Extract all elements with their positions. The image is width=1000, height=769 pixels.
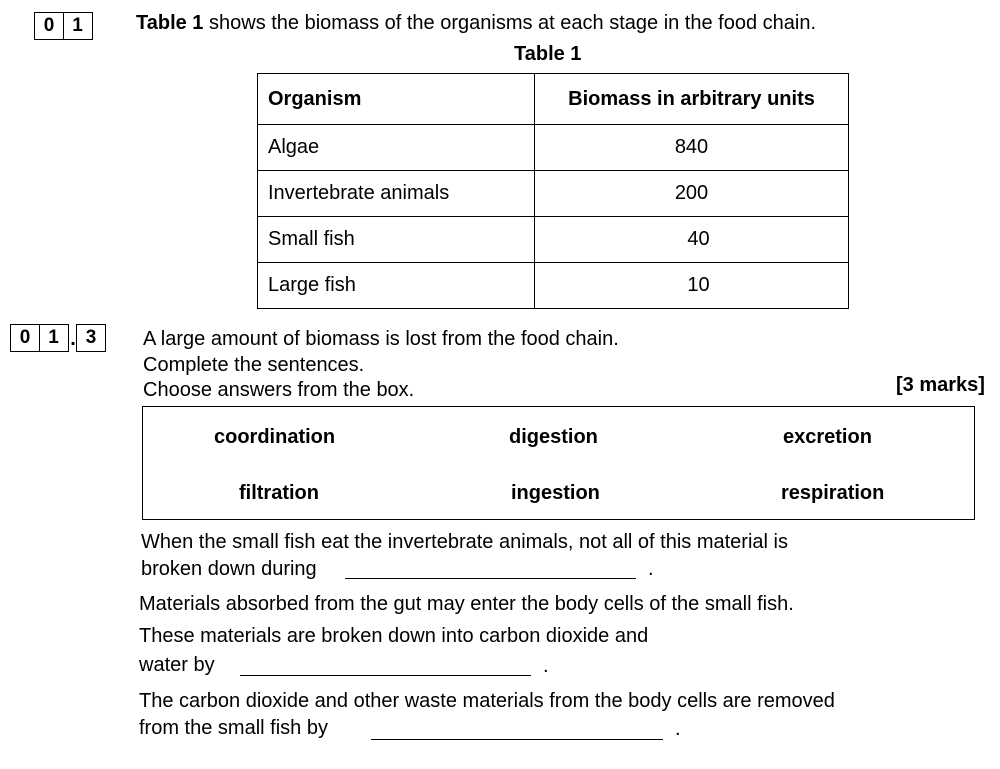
sentence-end: . xyxy=(648,558,654,580)
organism-cell: Algae xyxy=(258,125,535,171)
table-row xyxy=(258,125,849,171)
answer-option: coordination xyxy=(214,426,336,448)
answer-blank-1[interactable] xyxy=(345,578,636,579)
biomass-cell: 200 xyxy=(535,171,849,217)
sentence-text: These materials are broken down into carbon dioxide and xyxy=(139,625,649,647)
table-caption: Table 1 xyxy=(514,43,582,65)
answer-options-box xyxy=(142,406,975,520)
table-header-row xyxy=(258,74,849,125)
sentence-text: When the small fish eat the invertebrate animals, not all of this material is xyxy=(141,531,788,553)
table-row xyxy=(258,171,849,217)
intro-text: shows the biomass of the organisms at each stage in the food chain. xyxy=(209,12,817,34)
subquestion-line: Choose answers from the box. xyxy=(143,379,415,401)
biomass-cell: 840 xyxy=(535,125,849,171)
subquestion-line: Complete the sentences. xyxy=(143,354,365,376)
question-intro xyxy=(136,11,816,35)
column-header-organism: Organism xyxy=(258,74,535,125)
biomass-cell: 10 xyxy=(535,263,849,309)
organism-cell: Small fish xyxy=(258,217,535,263)
answer-blank-2[interactable] xyxy=(240,675,531,676)
sentence-end: . xyxy=(675,718,681,740)
subquestion-separator: . xyxy=(70,328,76,350)
subquestion-number-digit: 3 xyxy=(76,324,106,352)
sentence-text: water by xyxy=(139,654,215,676)
answer-option: filtration xyxy=(239,482,319,504)
subquestion-number-digit: 0 xyxy=(10,324,40,352)
subquestion-line: A large amount of biomass is lost from the food chain. xyxy=(143,328,619,350)
question-number-digit: 0 xyxy=(34,12,64,40)
sentence-text: Materials absorbed from the gut may enter the body cells of the small fish. xyxy=(139,593,794,615)
answer-option: respiration xyxy=(781,482,885,504)
answer-blank-3[interactable] xyxy=(371,739,663,740)
table-row xyxy=(258,217,849,263)
table-row xyxy=(258,263,849,309)
sentence-end: . xyxy=(543,655,549,677)
question-number-digit: 1 xyxy=(63,12,93,40)
answer-option: excretion xyxy=(783,426,872,448)
sentence-text: The carbon dioxide and other waste materials from the body cells are removed xyxy=(139,690,835,712)
intro-table-ref: Table 1 xyxy=(136,12,204,34)
organism-cell: Invertebrate animals xyxy=(258,171,535,217)
subquestion-number-digit: 1 xyxy=(39,324,69,352)
column-header-biomass: Biomass in arbitrary units xyxy=(535,74,849,125)
organism-cell: Large fish xyxy=(258,263,535,309)
biomass-cell: 40 xyxy=(535,217,849,263)
biomass-table xyxy=(257,73,849,309)
subquestion-number xyxy=(10,324,106,352)
marks-label: [3 marks] xyxy=(896,374,985,396)
question-number xyxy=(34,12,93,40)
answer-option: digestion xyxy=(509,426,598,448)
sentence-text: from the small fish by xyxy=(139,717,328,739)
answer-option: ingestion xyxy=(511,482,600,504)
sentence-text: broken down during xyxy=(141,558,317,580)
